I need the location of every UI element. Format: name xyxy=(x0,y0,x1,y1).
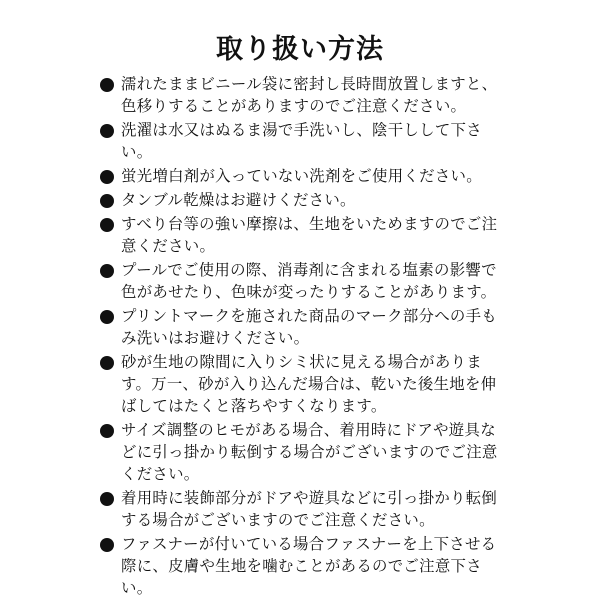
list-item xyxy=(100,189,500,211)
page-title: 取り扱い方法 xyxy=(216,34,384,66)
bullet-icon xyxy=(100,264,114,278)
list-item xyxy=(100,351,500,417)
list-item xyxy=(100,259,500,303)
instruction-text: 蛍光増白剤が入っていない洗剤をご使用ください。 xyxy=(121,167,482,185)
care-instructions-list xyxy=(100,73,500,601)
instruction-text: ファスナーが付いている場合ファスナーを上下させる際に、皮膚や生地を噛むことがあるのでご注意下さい。 xyxy=(121,535,497,597)
list-item xyxy=(100,119,500,163)
list-item xyxy=(100,533,500,599)
instruction-text: タンブル乾燥はお避けください。 xyxy=(121,191,356,209)
bullet-icon xyxy=(100,356,114,370)
list-item xyxy=(100,305,500,349)
bullet-icon xyxy=(100,78,114,92)
instruction-text: プリントマークを施された商品のマーク部分への手もみ洗いはお避けください。 xyxy=(121,307,497,347)
instruction-text: サイズ調整のヒモがある場合、着用時にドアや遊具などに引っ掛かり転倒する場合がございますのでご注意ください。 xyxy=(121,421,498,483)
list-item xyxy=(100,73,500,117)
instruction-text: 砂が生地の隙間に入りシミ状に見える場合があります。万一、砂が入り込んだ場合は、乾いた後生地を伸ばしてはたくと落ちやすくなります。 xyxy=(121,353,497,415)
instruction-text: 洗濯は水又はぬるま湯で手洗いし、陰干しして下さい。 xyxy=(121,121,482,161)
instruction-text: 着用時に装飾部分がドアや遊具などに引っ掛かり転倒する場合がございますのでご注意ください。 xyxy=(121,489,498,529)
instruction-text: 濡れたままビニール袋に密封し長時間放置しますと、色移りすることがありますのでご注意ください。 xyxy=(121,75,498,115)
bullet-icon xyxy=(100,424,114,438)
bullet-icon xyxy=(100,492,114,506)
list-item xyxy=(100,165,500,187)
bullet-icon xyxy=(100,538,114,552)
instruction-text: すべり台等の強い摩擦は、生地をいためますのでご注意ください。 xyxy=(121,215,498,255)
bullet-icon xyxy=(100,310,114,324)
list-item xyxy=(100,487,500,531)
list-item xyxy=(100,419,500,485)
instruction-text: プールでご使用の際、消毒剤に含まれる塩素の影響で色があせたり、色味が変ったりすることがあります。 xyxy=(121,261,497,301)
bullet-icon xyxy=(100,170,114,184)
bullet-icon xyxy=(100,194,114,208)
bullet-icon xyxy=(100,218,114,232)
bullet-icon xyxy=(100,124,114,138)
list-item xyxy=(100,213,500,257)
